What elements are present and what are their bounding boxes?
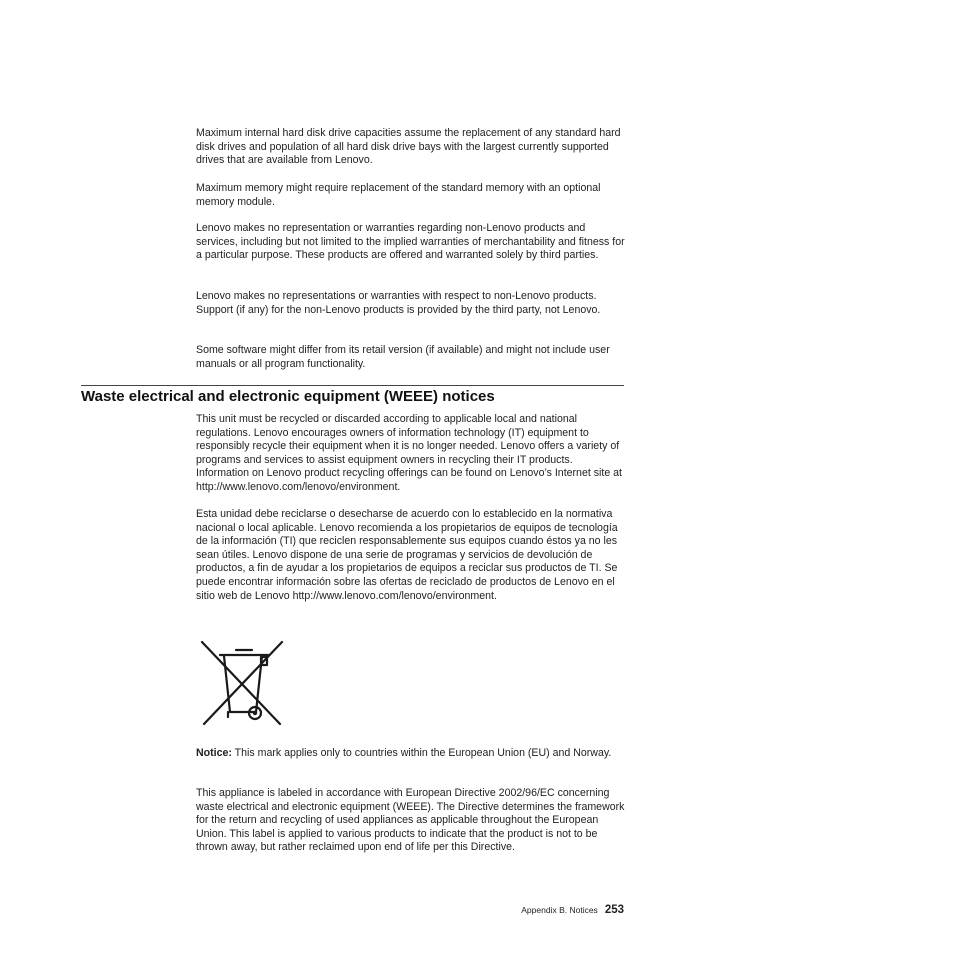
crossed-out-wheelie-bin-icon — [198, 640, 284, 726]
page-number: 253 — [604, 904, 624, 916]
paragraph-memory: Maximum memory might require replacement of the standard memory with an optional memory module. — [196, 182, 601, 208]
page-footer — [521, 900, 624, 918]
notice-label: Notice: — [196, 747, 232, 759]
paragraph-weee-english: This unit must be recycled or discarded according to applicable local and national regulations. Lenovo encourages owners of information technology (IT) equipment to responsibly recycle their equipment when it is no longer needed. Lenovo offers a variety of programs and services to assist equipment owners in recycling their IT products. Information on Lenovo product recycling offerings can be found on Lenovo’s Internet site at http://www.lenovo.com/lenovo/environment. — [196, 413, 622, 493]
section-heading: Waste electrical and electronic equipment (WEEE) notices — [81, 388, 495, 405]
paragraph-non-lenovo-warranties: Lenovo makes no representation or warranties regarding non-Lenovo products and services, including but not limited to the implied warranties of merchantability and fitness for a particular purpose. These products are offered and warranted solely by third parties. — [196, 222, 625, 262]
paragraph-directive: This appliance is labeled in accordance with European Directive 2002/96/EC concerning waste electrical and electronic equipment (WEEE). The Directive determines the framework for the return and recycling of used appliances as applicable throughout the European Union. This label is applied to various products to indicate that the product is not to be thrown away, but rather reclaimed upon end of life per this Directive. — [196, 787, 625, 854]
notice-text: This mark applies only to countries within the European Union (EU) and Norway. — [231, 747, 612, 759]
section-divider — [81, 385, 624, 386]
paragraph-weee-spanish: Esta unidad debe reciclarse o desecharse de acuerdo con lo establecido en la normativa nacional o local aplicable. Lenovo recomienda a los propietarios de equipos de tecnología de la información (TI) que reciclen responsablemente sus equipos cuando éstos ya no les sean útiles. Lenovo dispone de una serie de programas y servicios de devolución de productos, a fin de ayudar a los propietarios de equipos a reciclar sus productos de TI. Se puede encontrar información sobre las ofertas de reciclado de productos de Lenovo en el sitio web de Lenovo http://www.lenovo.com/lenovo/environment. — [196, 508, 618, 602]
paragraph-disk-capacity: Maximum internal hard disk drive capacities assume the replacement of any standard hard disk drives and population of all hard disk drive bays with the largest currently supported drives that are available from Lenovo. — [196, 127, 621, 167]
paragraph-non-lenovo-support: Lenovo makes no representations or warranties with respect to non-Lenovo products. Support (if any) for the non-Lenovo products is provided by the third party, not Lenovo. — [196, 290, 601, 316]
footer-label: Appendix B. Notices — [521, 905, 598, 915]
paragraph-software: Some software might differ from its retail version (if available) and might not include user manuals or all program functionality. — [196, 344, 610, 370]
paragraph-notice — [196, 747, 626, 761]
